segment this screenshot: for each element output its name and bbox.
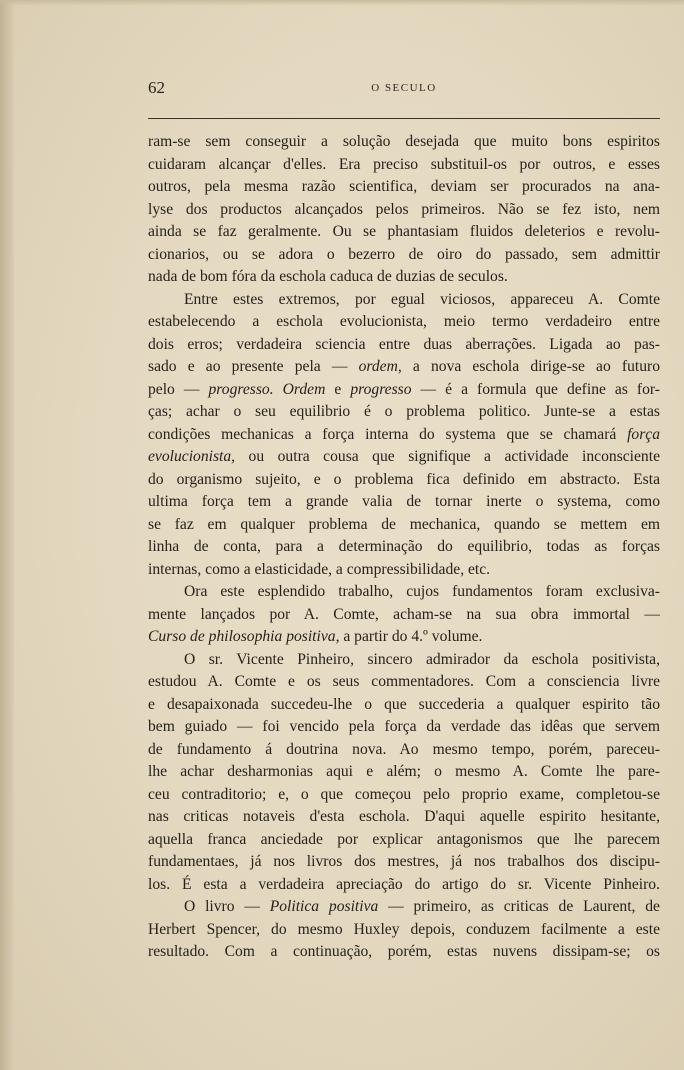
- text-segment: bem guiado — foi vencido pela força da verdade das idêas que servem: [148, 718, 660, 735]
- text-segment: resultado. Com a continuação, porém, estas nuvens dissipam-se; os: [148, 943, 660, 960]
- body-text: [148, 131, 660, 964]
- text-line: [148, 694, 660, 717]
- page-binding-edge: [0, 0, 14, 1070]
- text-segment: a partir do 4.º volume.: [339, 628, 483, 645]
- text-line: [148, 154, 660, 177]
- text-segment: aquella franca anciedade por explicar antagonismos que lhe parecem: [148, 830, 660, 848]
- text-line: [148, 221, 660, 244]
- text-segment: ou outra cousa que signifique a actividade inconsciente: [235, 448, 660, 465]
- text-segment: nada de bom fóra da eschola caduca de duzias de seculos.: [148, 268, 508, 285]
- text-segment: — primeiro, as criticas de Laurent, de: [378, 898, 660, 915]
- text-line: [148, 266, 660, 289]
- italic-text: ordem,: [358, 358, 402, 375]
- text-line: [148, 469, 660, 492]
- text-segment: internas, como a elasticidade, a compressibilidade, etc.: [148, 560, 491, 578]
- text-segment: ainda se faz geralmente. Ou se phantasiam fluidos deleterios e revolu-: [148, 223, 660, 240]
- text-segment: e desapaixonada succedeu-lhe o que succederia a qualquer espirito tão: [148, 695, 660, 713]
- text-segment: Herbert Spencer, do mesmo Huxley depois, conduzem facilmente a este: [148, 920, 660, 938]
- text-segment: se faz em qualquer problema de mechanica, quando se mettem em: [148, 515, 660, 533]
- text-segment: ças; achar o seu equilibrio é o problema politico. Junte-se a estas: [148, 403, 660, 420]
- text-line: [148, 739, 660, 762]
- text-line: [148, 244, 660, 267]
- text-segment: mente lançados por A. Comte, acham-se na sua obra immortal —: [148, 605, 660, 623]
- text-line: [148, 424, 660, 447]
- text-line: [148, 896, 660, 919]
- text-segment: estudou A. Comte e os seus commentadores. Com a consciencia livre: [148, 673, 660, 690]
- text-segment: nas criticas notaveis d'esta eschola. D'aqui aquelle espirito hesitante,: [148, 808, 660, 825]
- page-header: [148, 78, 660, 100]
- italic-text: progresso: [350, 380, 412, 398]
- text-segment: ceu contraditorio; e, o que começou pelo proprio exame, completou-se: [148, 785, 660, 803]
- text-line: [148, 311, 660, 334]
- text-line: [148, 131, 660, 154]
- text-line: [148, 761, 660, 784]
- page-number: 62: [148, 78, 165, 97]
- text-segment: de fundamento á doutrina nova. Ao mesmo tempo, porém, pareceu-: [148, 740, 660, 758]
- text-line: [148, 199, 660, 222]
- text-segment: a nova eschola dirige-se ao futuro: [401, 358, 660, 375]
- text-segment: lyse dos productos alcançados pelos primeiros. Não se fez isto, nem: [148, 200, 660, 218]
- text-line: [148, 604, 660, 627]
- text-segment: do organismo sujeito, e o problema fica definido em abstracto. Esta: [148, 470, 660, 488]
- text-segment: O sr. Vicente Pinheiro, sincero admirador da eschola positivista,: [184, 650, 660, 668]
- italic-text: evolucionista,: [148, 448, 236, 465]
- text-line: [148, 919, 660, 942]
- text-line: [148, 941, 660, 964]
- text-segment: fundamentaes, já nos livros dos mestres, já nos trabalhos dos discipu-: [148, 853, 660, 870]
- text-segment: e: [325, 380, 351, 398]
- text-segment: condições mechanicas a força interna do systema que se chamará: [148, 425, 628, 443]
- italic-text: progresso. Ordem: [208, 380, 326, 398]
- text-segment: O livro —: [184, 898, 270, 915]
- text-line: [148, 626, 660, 649]
- page-top-edge: [0, 0, 684, 6]
- text-line: [148, 784, 660, 807]
- text-line: [148, 379, 660, 402]
- text-segment: — é a formula que define as for-: [411, 380, 660, 398]
- text-line: [148, 649, 660, 672]
- text-segment: cionarios, ou se adora o bezerro de oiro do passado, sem admittir: [148, 245, 660, 263]
- text-line: [148, 446, 660, 469]
- text-line: [148, 874, 660, 897]
- text-line: [148, 716, 660, 739]
- text-segment: los. É esta a verdadeira apreciação do artigo do sr. Vicente Pinheiro.: [148, 875, 660, 893]
- text-segment: estabelecendo a eschola evolucionista, meio termo verdadeiro entre: [148, 313, 660, 330]
- text-line: [148, 491, 660, 514]
- text-line: [148, 289, 660, 312]
- text-line: [148, 559, 660, 582]
- text-line: [148, 334, 660, 357]
- text-line: [148, 581, 660, 604]
- text-segment: lhe achar desharmonias aqui e além; o mesmo A. Comte lhe pare-: [148, 763, 660, 780]
- text-line: [148, 851, 660, 874]
- text-segment: dois erros; verdadeira sciencia entre duas aberrações. Ligada ao pas-: [148, 335, 660, 353]
- running-title: O SECULO: [371, 82, 437, 94]
- text-segment: pelo —: [148, 380, 209, 398]
- text-segment: Ora este esplendido trabalho, cujos fundamentos foram exclusiva-: [184, 583, 660, 600]
- text-line: [148, 176, 660, 199]
- text-line: [148, 514, 660, 537]
- text-segment: Entre estes extremos, por egual viciosos, appareceu A. Comte: [184, 290, 660, 308]
- text-segment: ram-se sem conseguir a solução desejada que muito bons espiritos: [148, 133, 660, 150]
- text-segment: linha de conta, para a determinação do equilibrio, todas as forças: [148, 538, 660, 555]
- text-segment: sado e ao presente pela —: [148, 358, 359, 375]
- text-line: [148, 356, 660, 379]
- italic-text: Curso de philosophia positiva,: [148, 628, 340, 645]
- text-line: [148, 829, 660, 852]
- text-segment: ultima força tem a grande valia de tornar inerte o systema, como: [148, 493, 660, 510]
- italic-text: Politica positiva: [269, 898, 379, 915]
- text-line: [148, 806, 660, 829]
- text-line: [148, 536, 660, 559]
- text-segment: outros, pela mesma razão scientifica, deviam ser procurados na ana-: [148, 178, 660, 195]
- text-line: [148, 401, 660, 424]
- text-line: [148, 671, 660, 694]
- italic-text: força: [627, 425, 660, 443]
- text-segment: cuidaram alcançar d'elles. Era preciso substituil-os por outros, e esses: [148, 155, 660, 173]
- header-rule: [148, 118, 660, 119]
